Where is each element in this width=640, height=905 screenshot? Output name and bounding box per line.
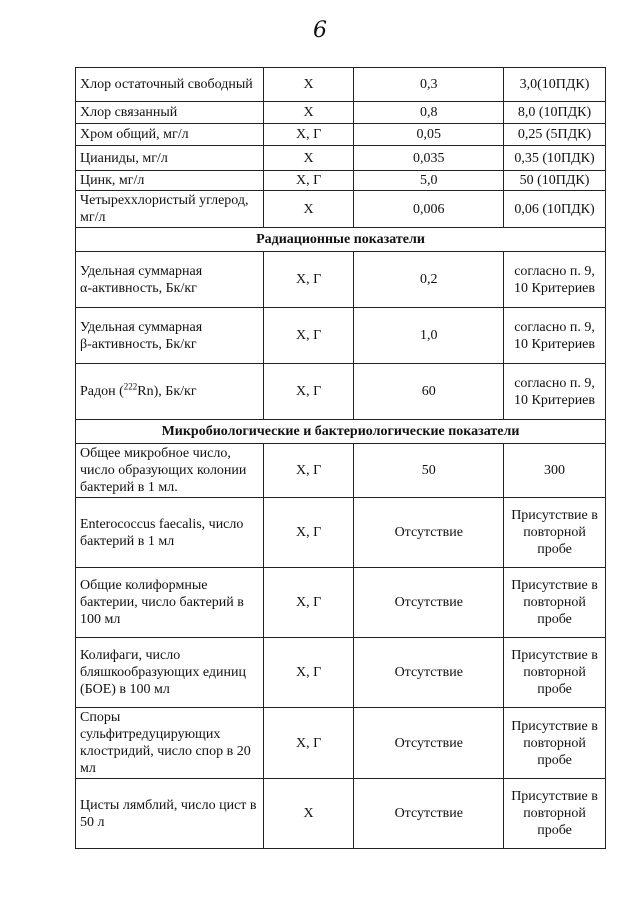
value-cell: 0,05 xyxy=(354,124,504,146)
limit-cell: Присутствие в повторной пробе xyxy=(504,779,606,849)
method-cell: Х, Г xyxy=(263,498,354,568)
indicator-name: Цинк, мг/л xyxy=(76,171,264,191)
limit-cell: 8,0 (10ПДК) xyxy=(504,102,606,124)
indicator-name-main: β-активность, Бк/кг xyxy=(80,336,197,352)
micro-rows xyxy=(76,444,606,849)
micro-section xyxy=(76,420,606,444)
limit-cell: Присутствие в повторной пробе xyxy=(504,708,606,779)
value-cell: Отсутствие xyxy=(354,638,504,708)
indicator-name: Цианиды, мг/л xyxy=(76,146,264,171)
limit-cell: 0,25 (5ПДК) xyxy=(504,124,606,146)
table-row xyxy=(76,252,606,308)
indicator-name: Хром общий, мг/л xyxy=(76,124,264,146)
limit-cell: 300 xyxy=(504,444,606,498)
value-cell: 1,0 xyxy=(354,308,504,364)
limit-cell: Присутствие в повторной пробе xyxy=(504,568,606,638)
indicator-name-prefix: Удельная суммарная xyxy=(80,263,203,279)
section-header-row xyxy=(76,420,606,444)
indicator-name xyxy=(76,364,264,420)
limit-cell: 0,35 (10ПДК) xyxy=(504,146,606,171)
indicator-name: Общие колиформные бактерии, число бактерий в 100 мл xyxy=(76,568,264,638)
indicator-name: Хлор связанный xyxy=(76,102,264,124)
table-row xyxy=(76,364,606,420)
table-row xyxy=(76,68,606,102)
method-cell: Х xyxy=(263,102,354,124)
value-cell: Отсутствие xyxy=(354,708,504,779)
value-cell: 0,006 xyxy=(354,191,504,228)
method-cell: Х, Г xyxy=(263,364,354,420)
indicator-name-prefix: Радон ( xyxy=(80,384,124,399)
limit-cell: согласно п. 9, 10 Критериев xyxy=(504,364,606,420)
table-row xyxy=(76,444,606,498)
table-row xyxy=(76,498,606,568)
value-cell: Отсутствие xyxy=(354,779,504,849)
indicator-name: Enterococcus faecalis, число бактерий в 1 мл xyxy=(76,498,264,568)
method-cell: Х, Г xyxy=(263,568,354,638)
table-row xyxy=(76,124,606,146)
indicator-name-main: α-активность, Бк/кг xyxy=(80,280,197,296)
method-cell: Х, Г xyxy=(263,171,354,191)
method-cell: Х, Г xyxy=(263,124,354,146)
radiation-section xyxy=(76,228,606,252)
isotope-superscript: 222 xyxy=(123,381,138,392)
value-cell: 5,0 xyxy=(354,171,504,191)
method-cell: Х, Г xyxy=(263,638,354,708)
indicator-name-prefix: Удельная суммарная xyxy=(80,319,203,335)
limit-cell: Присутствие в повторной пробе xyxy=(504,638,606,708)
method-cell: Х, Г xyxy=(263,308,354,364)
limit-cell: 3,0(10ПДК) xyxy=(504,68,606,102)
value-cell: Отсутствие xyxy=(354,568,504,638)
table-row xyxy=(76,708,606,779)
value-cell: 50 xyxy=(354,444,504,498)
method-cell: Х xyxy=(263,191,354,228)
method-cell: Х, Г xyxy=(263,444,354,498)
indicator-name xyxy=(76,308,264,364)
indicator-name: Общее микробное число, число образующих колонии бактерий в 1 мл. xyxy=(76,444,264,498)
method-cell: Х xyxy=(263,68,354,102)
table-row xyxy=(76,102,606,124)
table-row xyxy=(76,191,606,228)
value-cell: 60 xyxy=(354,364,504,420)
radiation-rows xyxy=(76,252,606,420)
method-cell: Х, Г xyxy=(263,708,354,779)
table-row xyxy=(76,146,606,171)
value-cell: 0,2 xyxy=(354,252,504,308)
indicator-name: Цисты лямблий, число цист в 50 л xyxy=(76,779,264,849)
limit-cell: согласно п. 9, 10 Критериев xyxy=(504,308,606,364)
limit-cell: 0,06 (10ПДК) xyxy=(504,191,606,228)
table-row xyxy=(76,308,606,364)
value-cell: 0,3 xyxy=(354,68,504,102)
indicator-name: Хлор остаточный свободный xyxy=(76,68,264,102)
section-header-row xyxy=(76,228,606,252)
value-cell: Отсутствие xyxy=(354,498,504,568)
method-cell: Х, Г xyxy=(263,252,354,308)
section-title-micro: Микробиологические и бактериологические показатели xyxy=(76,420,606,444)
page-number: 6 xyxy=(313,18,327,43)
table-row xyxy=(76,638,606,708)
table-row xyxy=(76,568,606,638)
limit-cell: 50 (10ПДК) xyxy=(504,171,606,191)
table-row xyxy=(76,171,606,191)
value-cell: 0,035 xyxy=(354,146,504,171)
indicator-name xyxy=(76,252,264,308)
chemical-rows xyxy=(76,68,606,228)
table-row xyxy=(76,779,606,849)
indicator-name: Споры сульфитредуцирующих клостридий, число спор в 20 мл xyxy=(76,708,264,779)
indicator-name: Колифаги, число бляшкообразующих единиц (БОЕ) в 100 мл xyxy=(76,638,264,708)
indicator-name-main: Rn), Бк/кг xyxy=(137,384,197,399)
limit-cell: Присутствие в повторной пробе xyxy=(504,498,606,568)
method-cell: Х xyxy=(263,146,354,171)
limit-cell: согласно п. 9, 10 Критериев xyxy=(504,252,606,308)
value-cell: 0,8 xyxy=(354,102,504,124)
indicators-table xyxy=(75,67,606,849)
section-title-radiation: Радиационные показатели xyxy=(76,228,606,252)
indicator-name: Четыреххлористый углерод, мг/л xyxy=(76,191,264,228)
method-cell: Х xyxy=(263,779,354,849)
